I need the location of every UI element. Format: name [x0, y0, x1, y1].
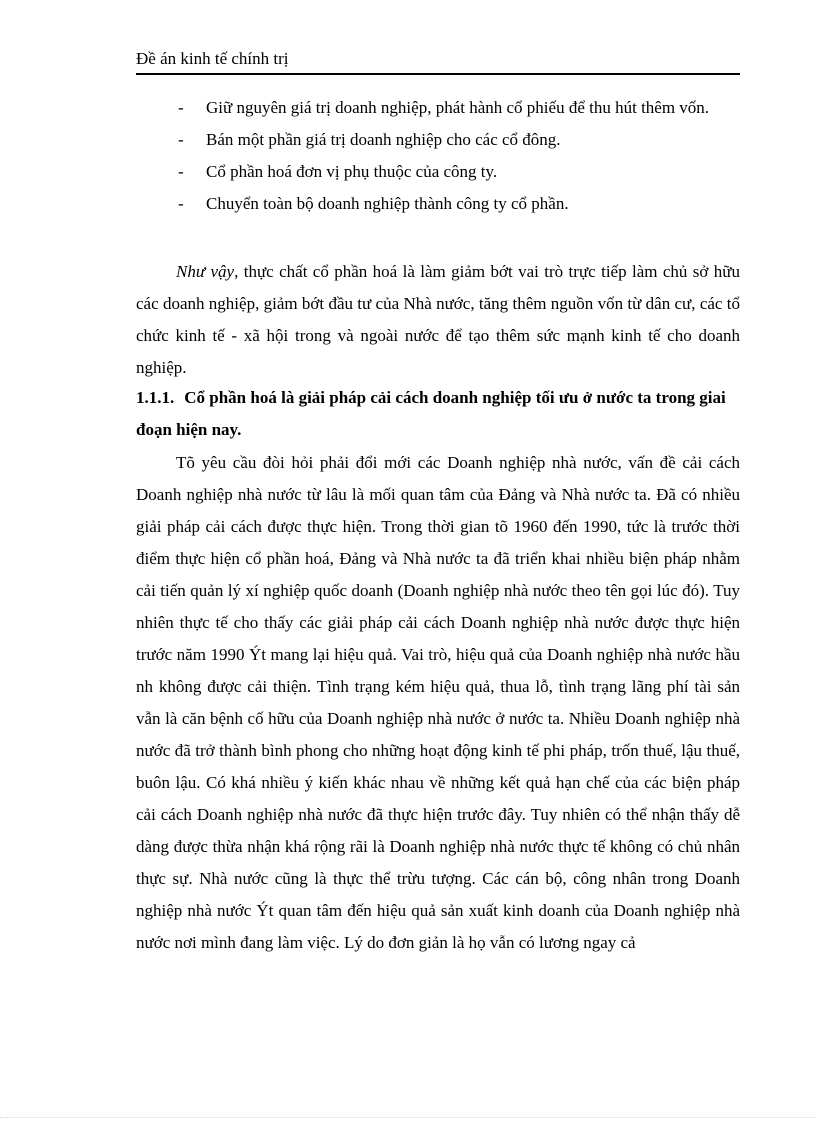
- section-number: 1.1.1.: [136, 388, 175, 407]
- section-heading: [136, 382, 740, 446]
- page-header: Đề án kinh tế chính trị: [136, 48, 740, 75]
- list-item-text: Chuyển toàn bộ doanh nghiệp thành công ty cổ phần.: [206, 194, 569, 213]
- paragraph-lead: Như vậy: [176, 262, 235, 281]
- list-item: [136, 156, 740, 188]
- bullet-marker: -: [178, 162, 184, 181]
- list-item: [136, 124, 740, 156]
- bullet-marker: -: [178, 130, 184, 149]
- list-item-text: Bán một phần giá trị doanh nghiệp cho các cổ đông.: [206, 130, 561, 149]
- bullet-list: [136, 92, 740, 220]
- bullet-marker: -: [178, 98, 184, 117]
- list-item: [136, 188, 740, 220]
- section-title: Cổ phần hoá là giải pháp cải cách doanh nghiệp tối ưu ở nước ta trong giai đoạn hiện nay.: [136, 388, 726, 439]
- paragraph-body: Tõ yêu cầu đòi hỏi phải đổi mới các Doanh nghiệp nhà nước, vấn đề cải cách Doanh nghiệp nhà nước từ lâu là mối quan tâm của Đảng và Nhà nước ta. Đã có nhiều giải pháp cải cách được thực hiện. Trong thời gian tõ 1960 đến 1990, tức là trước thời điểm thực hiện cổ phần hoá, Đảng và Nhà nước ta đã triển khai nhiều biện pháp nhằm cải tiến quản lý xí nghiệp quốc doanh (Doanh nghiệp nhà nước theo tên gọi lúc đó). Tuy nhiên thực tế cho thấy các giải pháp cải cách Doanh nghiệp nhà nước được thực hiện trước năm 1990 Ýt mang lại hiệu quả. Vai trò, hiệu quả của Doanh nghiệp nhà nước hầu nh không được cải thiện. Tình trạng kém hiệu quả, thua lỗ, tình trạng lãng phí tài sản vẫn là căn bệnh cố hữu của Doanh nghiệp nhà nước ở nước ta. Nhiều Doanh nghiệp nhà nước đã trở thành bình phong cho những hoạt động kinh tế phi pháp, trốn thuế, lậu thuế, buôn lậu. Có khá nhiều ý kiến khác nhau về những kết quả hạn chế của các biện pháp cải cách Doanh nghiệp nhà nước đã thực hiện trước đây. Tuy nhiên có thể nhận thấy dễ dàng được thừa nhận khá rộng rãi là Doanh nghiệp nhà nước thực tế không có chủ nhân thực sự. Nhà nước cũng là thực thể trừu tượng. Các cán bộ, công nhân trong Doanh nghiệp nhà nước Ýt quan tâm đến hiệu quả sản xuất kinh doanh của Doanh nghiệp nhà nước nơi mình đang làm việc. Lý do đơn giản là họ vẫn có lương ngay cả: [136, 453, 740, 952]
- list-item-text: Giữ nguyên giá trị doanh nghiệp, phát hành cổ phiếu để thu hút thêm vốn.: [206, 98, 710, 117]
- page-bottom-border: [0, 1117, 816, 1118]
- list-item-text: Cổ phần hoá đơn vị phụ thuộc của công ty.: [206, 162, 498, 181]
- bullet-marker: -: [178, 194, 184, 213]
- list-item: [136, 92, 740, 124]
- paragraph-summary: [136, 256, 740, 384]
- paragraph-text: , thực chất cổ phần hoá là làm giảm bớt vai trò trực tiếp làm chủ sở hữu các doanh nghiệp, giảm bớt đầu tư của Nhà nước, tăng thêm nguồn vốn từ dân cư, các tổ chức kinh tế - xã hội trong và ngoài nước để tạo thêm sức mạnh kinh tế cho doanh nghiệp.: [136, 262, 740, 377]
